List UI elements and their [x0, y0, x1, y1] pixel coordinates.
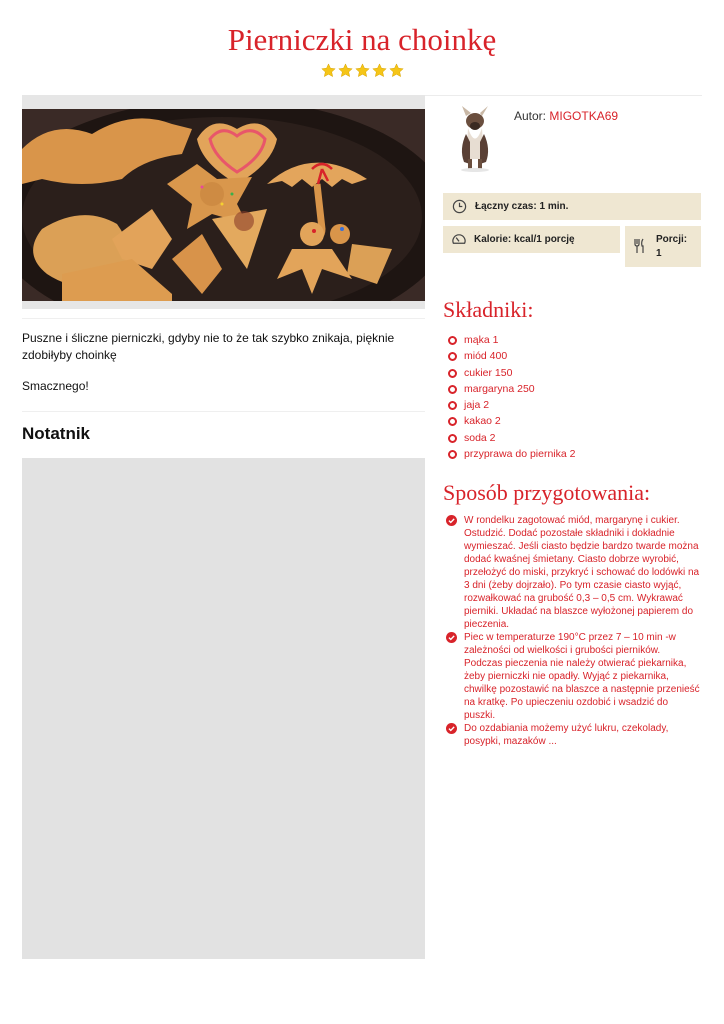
- ingredient-item: [448, 397, 575, 413]
- info-portions: [625, 226, 701, 267]
- author-label: Autor:: [514, 109, 547, 123]
- ingredient-item: [448, 446, 575, 462]
- ingredient-text: kakao 2: [464, 415, 501, 428]
- circle-bullet-icon: [448, 369, 457, 378]
- method-heading: Sposób przygotowania:: [443, 480, 651, 505]
- recipe-photo-frame: [22, 95, 425, 309]
- check-circle-icon: [446, 632, 457, 643]
- notes-area[interactable]: [22, 458, 425, 959]
- calories-text: Kalorie: kcal/1 porcję: [474, 234, 575, 245]
- ingredient-item: [448, 348, 575, 364]
- ingredient-text: przyprawa do piernika 2: [464, 448, 576, 461]
- cutlery-icon: [633, 238, 646, 254]
- description-box: [22, 318, 425, 412]
- star-icon: [372, 63, 387, 78]
- method-step-text: W rondelku zagotować miód, margarynę i cukier. Ostudzić. Dodać pozostałe składniki i dokładnie wymieszać. Jeśli ciasto będzie bardzo twarde można dodać kwaśnej śmietany. Ciasto dobrze wyrobić, przełożyć do miski, przykryć i schować do lodówki na 3 dni (żeby dojrzało). Po tym czasie ciasto wyjąć, rozwałkować na grubość 0,3 – 0,5 cm. Wykrawać pierniki. Układać na blaszce wyłożonej papierem do pieczenia.: [464, 515, 700, 630]
- check-circle-icon: [446, 515, 457, 526]
- portions-label: Porcji:: [656, 234, 688, 245]
- author-line: [514, 109, 618, 123]
- closing-text: Smacznego!: [22, 379, 89, 393]
- method-step-text: Piec w temperaturze 190°C przez 7 – 10 min -w zależności od wielkości i grubości pierników. Podczas pieczenia nie należy otwierać piekarnika, żeby pierniczki nie opadły. Wyjąć z piekarnika, chwilkę pozostawić na blaszce a następnie przenieść na kratkę. Po upieczeniu ozdobić i wsadzić do puszki.: [464, 632, 700, 721]
- method-step: [446, 514, 701, 631]
- ingredients-list: [448, 332, 575, 462]
- recipe-title: Pierniczki na choinkę: [227, 22, 497, 57]
- ingredients-heading: Składniki:: [443, 297, 534, 322]
- ingredient-text: miód 400: [464, 350, 508, 363]
- ingredient-text: margaryna 250: [464, 382, 535, 395]
- notes-title: Notatnik: [22, 424, 90, 443]
- star-icon: [338, 63, 353, 78]
- ingredient-item: [448, 332, 575, 348]
- method-step: [446, 722, 701, 748]
- info-calories: [443, 226, 620, 253]
- total-time-text: Łączny czas: 1 min.: [475, 201, 569, 212]
- check-circle-icon: [446, 723, 457, 734]
- method-steps: [446, 514, 701, 748]
- circle-bullet-icon: [448, 385, 457, 394]
- ingredient-item: [448, 365, 575, 381]
- circle-bullet-icon: [448, 336, 457, 345]
- ingredient-item: [448, 381, 575, 397]
- ingredient-text: soda 2: [464, 431, 496, 444]
- ingredient-text: jaja 2: [464, 399, 490, 412]
- circle-bullet-icon: [448, 352, 457, 361]
- recipe-description: Puszne i śliczne pierniczki, gdyby nie to że tak szybko znikaja, pięknie zdobiłyby choinkę: [22, 331, 395, 362]
- author-link[interactable]: MIGOTKA69: [549, 109, 619, 123]
- circle-bullet-icon: [448, 450, 457, 459]
- method-step: [446, 631, 701, 722]
- portions-value: 1: [656, 248, 662, 259]
- star-icon: [355, 63, 370, 78]
- gauge-icon: [451, 232, 467, 247]
- info-total-time: [443, 193, 701, 220]
- circle-bullet-icon: [448, 417, 457, 426]
- star-icon: [389, 63, 404, 78]
- star-icon: [321, 63, 336, 78]
- circle-bullet-icon: [448, 401, 457, 410]
- ingredient-text: cukier 150: [464, 366, 513, 379]
- method-step-text: Do ozdabiania możemy użyć lukru, czekolady, posypki, mazaków ...: [464, 723, 669, 747]
- clock-icon: [452, 199, 467, 214]
- ingredient-item: [448, 413, 575, 429]
- rating-stars: [0, 63, 724, 78]
- ingredient-item: [448, 430, 575, 446]
- author-avatar: [444, 104, 506, 174]
- ingredient-text: mąka 1: [464, 334, 499, 346]
- circle-bullet-icon: [448, 434, 457, 443]
- recipe-photo: [22, 109, 425, 301]
